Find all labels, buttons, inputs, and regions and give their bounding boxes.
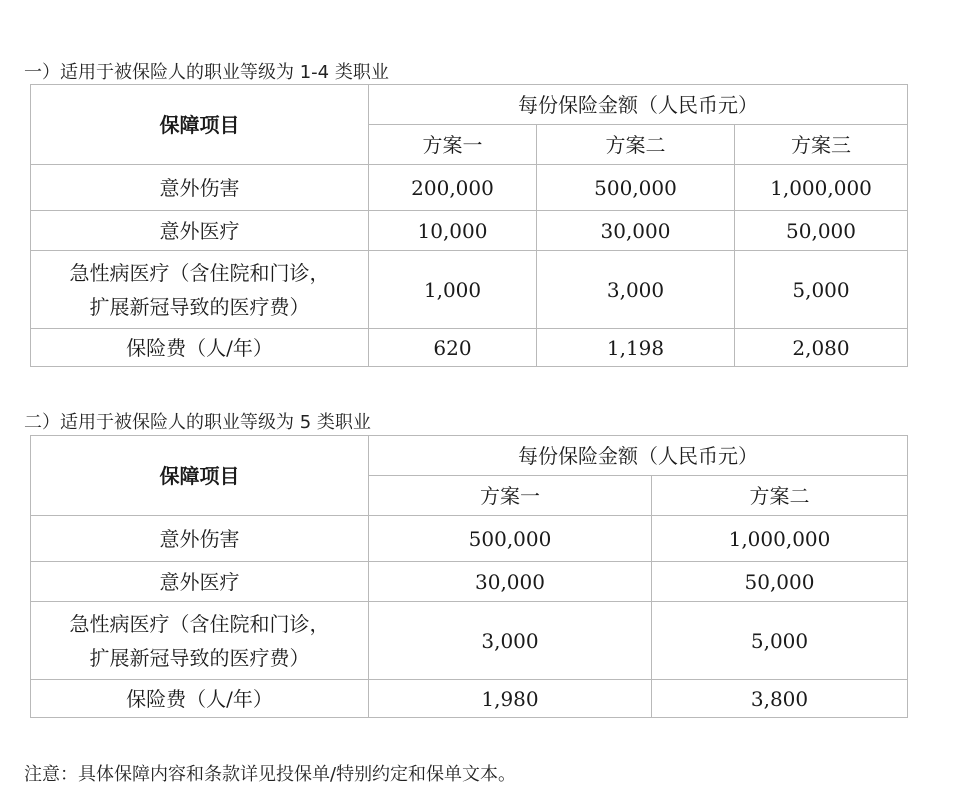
table-cell: 2,080 (735, 329, 908, 367)
row-label: 保险费（人/年） (31, 329, 369, 367)
table-cell: 3,800 (652, 680, 908, 718)
plan-header: 方案二 (537, 125, 735, 165)
table-cell: 3,000 (369, 602, 652, 680)
amount-header: 每份保险金额（人民币元） (369, 436, 908, 476)
table-cell: 10,000 (369, 211, 537, 251)
table-cell: 1,198 (537, 329, 735, 367)
table-cell: 1,000,000 (735, 165, 908, 211)
table-cell: 1,000 (369, 251, 537, 329)
row-label: 意外医疗 (31, 211, 369, 251)
table-row (31, 602, 908, 680)
table-row (31, 251, 908, 329)
table-cell: 500,000 (369, 516, 652, 562)
row-label-line: 扩展新冠导致的医疗费） (89, 645, 310, 670)
row-label-line: 扩展新冠导致的医疗费） (89, 294, 310, 319)
plan-header: 方案一 (369, 476, 652, 516)
item-header: 保障项目 (31, 85, 369, 165)
table-row (31, 329, 908, 367)
table-cell: 5,000 (652, 602, 908, 680)
table-header-row (31, 436, 908, 476)
table-cell: 3,000 (537, 251, 735, 329)
row-label-line: 急性病医疗（含住院和门诊， (69, 611, 330, 636)
table-cell: 1,000,000 (652, 516, 908, 562)
table-cell: 50,000 (735, 211, 908, 251)
table-header-row (31, 85, 908, 125)
table-row (31, 516, 908, 562)
item-header: 保障项目 (31, 436, 369, 516)
plan-header: 方案三 (735, 125, 908, 165)
row-label: 意外医疗 (31, 562, 369, 602)
table-row (31, 165, 908, 211)
table-cell: 620 (369, 329, 537, 367)
row-label-line: 急性病医疗（含住院和门诊， (69, 260, 330, 285)
plan-table-1 (30, 84, 908, 367)
section1-caption: 一）适用于被保险人的职业等级为 1-4 类职业 (24, 62, 389, 83)
amount-header: 每份保险金额（人民币元） (369, 85, 908, 125)
row-label (31, 602, 369, 680)
row-label: 意外伤害 (31, 516, 369, 562)
row-label (31, 251, 369, 329)
plan-header: 方案一 (369, 125, 537, 165)
table-cell: 30,000 (537, 211, 735, 251)
table-row (31, 680, 908, 718)
table-cell: 50,000 (652, 562, 908, 602)
row-label: 意外伤害 (31, 165, 369, 211)
table-row (31, 211, 908, 251)
section2-caption: 二）适用于被保险人的职业等级为 5 类职业 (24, 412, 371, 433)
table-cell: 30,000 (369, 562, 652, 602)
table-cell: 500,000 (537, 165, 735, 211)
plan-header: 方案二 (652, 476, 908, 516)
table-cell: 5,000 (735, 251, 908, 329)
footnote: 注意：具体保障内容和条款详见投保单/特别约定和保单文本。 (24, 764, 517, 785)
row-label: 保险费（人/年） (31, 680, 369, 718)
plan-table-2 (30, 435, 908, 718)
table-cell: 1,980 (369, 680, 652, 718)
table-row (31, 562, 908, 602)
table-cell: 200,000 (369, 165, 537, 211)
